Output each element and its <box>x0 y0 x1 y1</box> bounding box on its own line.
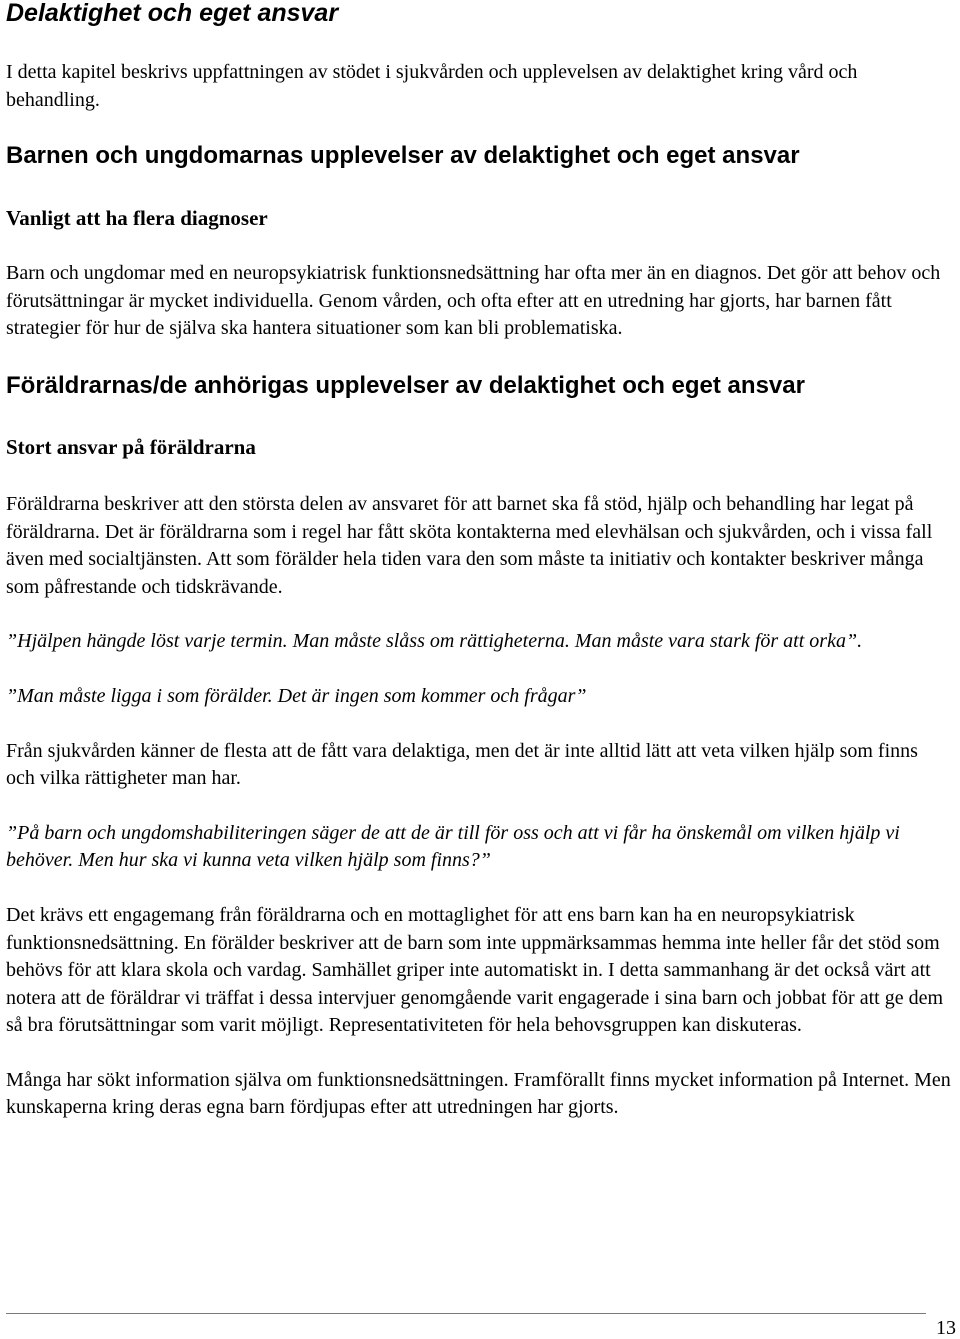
section1-paragraph: Barn och ungdomar med en neuropsykiatrisk funktionsnedsättning har ofta mer än en diagnos. Det gör att behov och förutsättningar är mycket individuella. Genom vården, och ofta efter att en utredning har gjorts, har barnen fått strategier för hur de själva ska hantera situationer som kan bli problematiska. <box>6 262 941 340</box>
main-heading: Delaktighet och eget ansvar <box>6 0 339 27</box>
section2-heading: Föräldrarnas/de anhörigas upplevelser av delaktighet och eget ansvar <box>6 371 805 399</box>
quote-2: ”Man måste ligga i som förälder. Det är ingen som kommer och frågar” <box>6 684 587 707</box>
page-number: 13 <box>936 1317 956 1339</box>
document-page <box>6 0 956 1122</box>
section2-paragraph4: Många har sökt information själva om funktionsnedsättningen. Framförallt finns mycket information på Internet. Men kunskaperna kring deras egna barn fördjupas efter att utredningen har gjorts. <box>6 1068 951 1119</box>
section2-paragraph2: Från sjukvården känner de flesta att de fått vara delaktiga, men det är inte alltid lätt att veta vilken hjälp som finns och vilka rättigheter man har. <box>6 739 918 790</box>
section2-paragraph1: Föräldrarna beskriver att den största delen av ansvaret för att barnet ska få stöd, hjälp och behandling har legat på föräldrarna. Det är föräldrarna som i regel har fått sköta kontakterna med elevhälsan och sjukvården, och i vissa fall även med socialtjänsten. Att som förälder hela tiden vara den som måste ta initiativ och kontakter beskriver många som påfrestande och tidskrävande. <box>6 492 933 598</box>
section1-subheading: Vanligt att ha flera diagnoser <box>6 206 268 231</box>
quote-1: ”Hjälpen hängde löst varje termin. Man måste slåss om rättigheterna. Man måste vara stark för att orka”. <box>6 630 863 653</box>
footer-rule <box>6 1313 926 1314</box>
intro-paragraph: I detta kapitel beskrivs uppfattningen av stödet i sjukvården och upplevelsen av delaktighet kring vård och behandling. <box>6 61 858 111</box>
section2-paragraph3: Det krävs ett engagemang från föräldrarna och en mottaglighet för att ens barn kan ha en neuropsykiatrisk funktionsnedsättning. En förälder beskriver att de barn som inte uppmärksammas hemma inte heller får det stöd som behövs för att klara skola och vardag. Samhället griper inte automatiskt in. I detta sammanhang är det också värt att notera att de föräldrar vi träffat i dessa intervjuer genomgående varit engagerade i sina barn och jobbat för att ge dem så bra förutsättningar som varit möjligt. Representativiteten för hela behovsgruppen kan diskuteras. <box>6 903 944 1037</box>
quote-3: ”På barn och ungdomshabiliteringen säger de att de är till för oss och att vi får ha önskemål om vilken hjälp vi behöver. Men hur ska vi kunna veta vilken hjälp som finns?” <box>6 821 900 872</box>
section2-subheading: Stort ansvar på föräldrarna <box>6 434 256 459</box>
section1-heading: Barnen och ungdomarnas upplevelser av delaktighet och eget ansvar <box>6 142 800 170</box>
